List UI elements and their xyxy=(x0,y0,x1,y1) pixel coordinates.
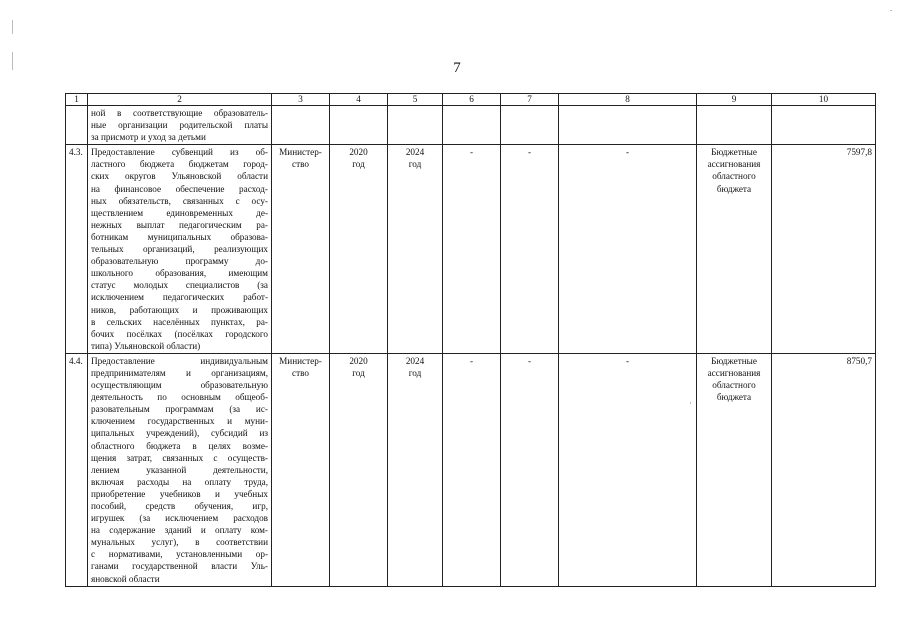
column-6-cell xyxy=(443,106,501,145)
amount-cell: 8750,7 xyxy=(772,353,876,586)
column-header: 1 xyxy=(66,94,88,106)
funding-source-cell xyxy=(697,106,772,145)
item-description-line: ключением государственных и муни- xyxy=(91,416,268,427)
start-year-cell-line: год xyxy=(352,159,365,170)
end-year-cell-line: год xyxy=(408,367,422,378)
executor-cell xyxy=(272,145,330,354)
start-year-cell-line: 2020 xyxy=(349,147,368,158)
table-row xyxy=(66,145,876,354)
column-header: 7 xyxy=(501,94,559,106)
end-year-cell xyxy=(388,353,443,586)
table-row xyxy=(66,353,876,586)
table-row xyxy=(66,106,876,145)
item-description-line: ные организации родительской платы xyxy=(91,120,268,131)
funding-source-cell-line: бюджета xyxy=(716,183,752,194)
funding-source-cell-line: Бюджетные xyxy=(711,147,757,158)
start-year-cell-line: год xyxy=(352,367,365,378)
funding-source-cell-line: областного xyxy=(712,380,756,391)
end-year-cell-line: 2024 xyxy=(405,355,425,366)
item-description-line: нежных выплат педагогическим ра- xyxy=(91,219,268,230)
item-description-line: ников, работающих и проживающих xyxy=(91,304,268,315)
item-description-line: ципальных учреждений), субсидий из xyxy=(91,428,268,439)
column-7-cell: - xyxy=(501,353,559,586)
end-year-cell-line: 2024 xyxy=(405,147,425,158)
funding-source-cell-line: Бюджетные xyxy=(711,355,757,366)
item-description-line: мунальных услуг), в соответствии xyxy=(91,537,268,548)
funding-source-cell xyxy=(697,145,772,354)
item-description-line: щения затрат, связанных с осуществ- xyxy=(91,452,268,463)
start-year-cell xyxy=(330,145,388,354)
column-8-cell: - xyxy=(559,353,697,586)
item-description-line: ных обязательств, связанных с осу- xyxy=(91,195,268,206)
item-description-line: на финансовое обеспечение расход- xyxy=(91,183,268,194)
executor-cell-line: Министер- xyxy=(279,147,322,158)
column-header: 9 xyxy=(697,94,772,106)
item-description-line: игрушек (за исключением расходов xyxy=(91,513,268,524)
item-description-line: с нормативами, установленными ор- xyxy=(91,549,268,560)
item-description xyxy=(88,106,272,145)
scan-mark xyxy=(12,52,13,70)
item-description-line: ластного бюджета бюджетам город- xyxy=(91,159,268,170)
item-description-line: Предоставление индивидуальным xyxy=(91,355,268,366)
end-year-cell xyxy=(388,106,443,145)
funding-source-cell-line: областного xyxy=(712,171,756,182)
item-description-line: статус молодых специалистов (за xyxy=(91,280,268,291)
column-header: 5 xyxy=(388,94,443,106)
item-description-line: областного бюджета в целях возме- xyxy=(91,440,268,451)
scan-mark xyxy=(890,10,892,11)
column-header: 2 xyxy=(88,94,272,106)
item-description-line: ществлением единовременных де- xyxy=(91,207,268,218)
header-row xyxy=(66,94,876,106)
item-description-line: ских округов Ульяновской области xyxy=(91,171,268,182)
executor-cell-line: Министер- xyxy=(279,355,322,366)
item-number: 4.4. xyxy=(66,353,88,586)
page-number: 7 xyxy=(453,60,461,76)
executor-cell-line: ство xyxy=(292,367,309,378)
item-description-line: пособий, средств обучения, игр, xyxy=(91,501,268,511)
amount-cell: 7597,8 xyxy=(772,145,876,354)
item-description-line: ной в соответствующие образователь- xyxy=(91,108,268,118)
item-description xyxy=(88,353,272,586)
column-8-cell: - xyxy=(559,145,697,354)
item-description-line: разовательным программам (за ис- xyxy=(91,404,268,415)
item-description-line: предпринимателям и организациям, xyxy=(91,367,268,378)
column-8-cell xyxy=(559,106,697,145)
item-description-line: яновской области xyxy=(91,573,160,584)
start-year-cell-line: 2020 xyxy=(349,355,368,366)
column-7-cell xyxy=(501,106,559,145)
item-description-line: исключением педагогических работ- xyxy=(91,292,268,303)
start-year-cell xyxy=(330,353,388,586)
executor-cell xyxy=(272,353,330,586)
column-header: 3 xyxy=(272,94,330,106)
column-6-cell: - xyxy=(443,353,501,586)
item-description-line: бочих посёлках (посёлках городского xyxy=(91,328,268,339)
end-year-cell xyxy=(388,145,443,354)
funding-source-cell-line: бюджета xyxy=(716,392,752,403)
item-number xyxy=(66,106,88,145)
end-year-cell-line: год xyxy=(408,159,422,170)
column-header: 6 xyxy=(443,94,501,106)
column-header: 10 xyxy=(772,94,876,106)
amount-cell xyxy=(772,106,876,145)
scan-mark xyxy=(12,20,13,34)
executor-cell xyxy=(272,106,330,145)
start-year-cell xyxy=(330,106,388,145)
item-description-line: лением указанной деятельности, xyxy=(91,464,268,475)
funding-source-cell xyxy=(697,353,772,586)
executor-cell-line: ство xyxy=(292,159,309,170)
column-header: 4 xyxy=(330,94,388,106)
item-description-line: тельных организаций, реализующих xyxy=(91,244,268,255)
item-description-line: деятельность по основным общеоб- xyxy=(91,392,268,403)
item-description-line: на содержание зданий и оплату ком- xyxy=(91,525,268,536)
item-description-line: за присмотр и уход за детьми xyxy=(91,132,206,143)
item-description-line: ботникам муниципальных образова- xyxy=(91,231,268,242)
table-body xyxy=(66,106,876,587)
item-number: 4.3. xyxy=(66,145,88,354)
item-description-line: включая расходы на оплату труда, xyxy=(91,476,268,487)
item-description-line: школьного образования, имеющим xyxy=(91,268,268,279)
budget-table xyxy=(65,93,876,587)
item-description-line: Предоставление субвенций из об- xyxy=(91,147,268,158)
item-description-line: в сельских населённых пунктах, ра- xyxy=(91,316,268,327)
item-description-line: образовательную программу до- xyxy=(91,256,268,267)
item-description-line: приобретение учебников и учебных xyxy=(91,488,268,499)
item-description xyxy=(88,145,272,354)
column-6-cell: - xyxy=(443,145,501,354)
column-header: 8 xyxy=(559,94,697,106)
funding-source-cell-line: ассигнования xyxy=(707,159,761,170)
item-description-line: типа) Ульяновской области) xyxy=(91,340,201,351)
item-description-line: ганами государственной власти Уль- xyxy=(91,561,268,572)
funding-source-cell-line: ассигнования xyxy=(707,367,761,378)
item-description-line: осуществляющим образовательную xyxy=(91,380,268,391)
column-7-cell: - xyxy=(501,145,559,354)
